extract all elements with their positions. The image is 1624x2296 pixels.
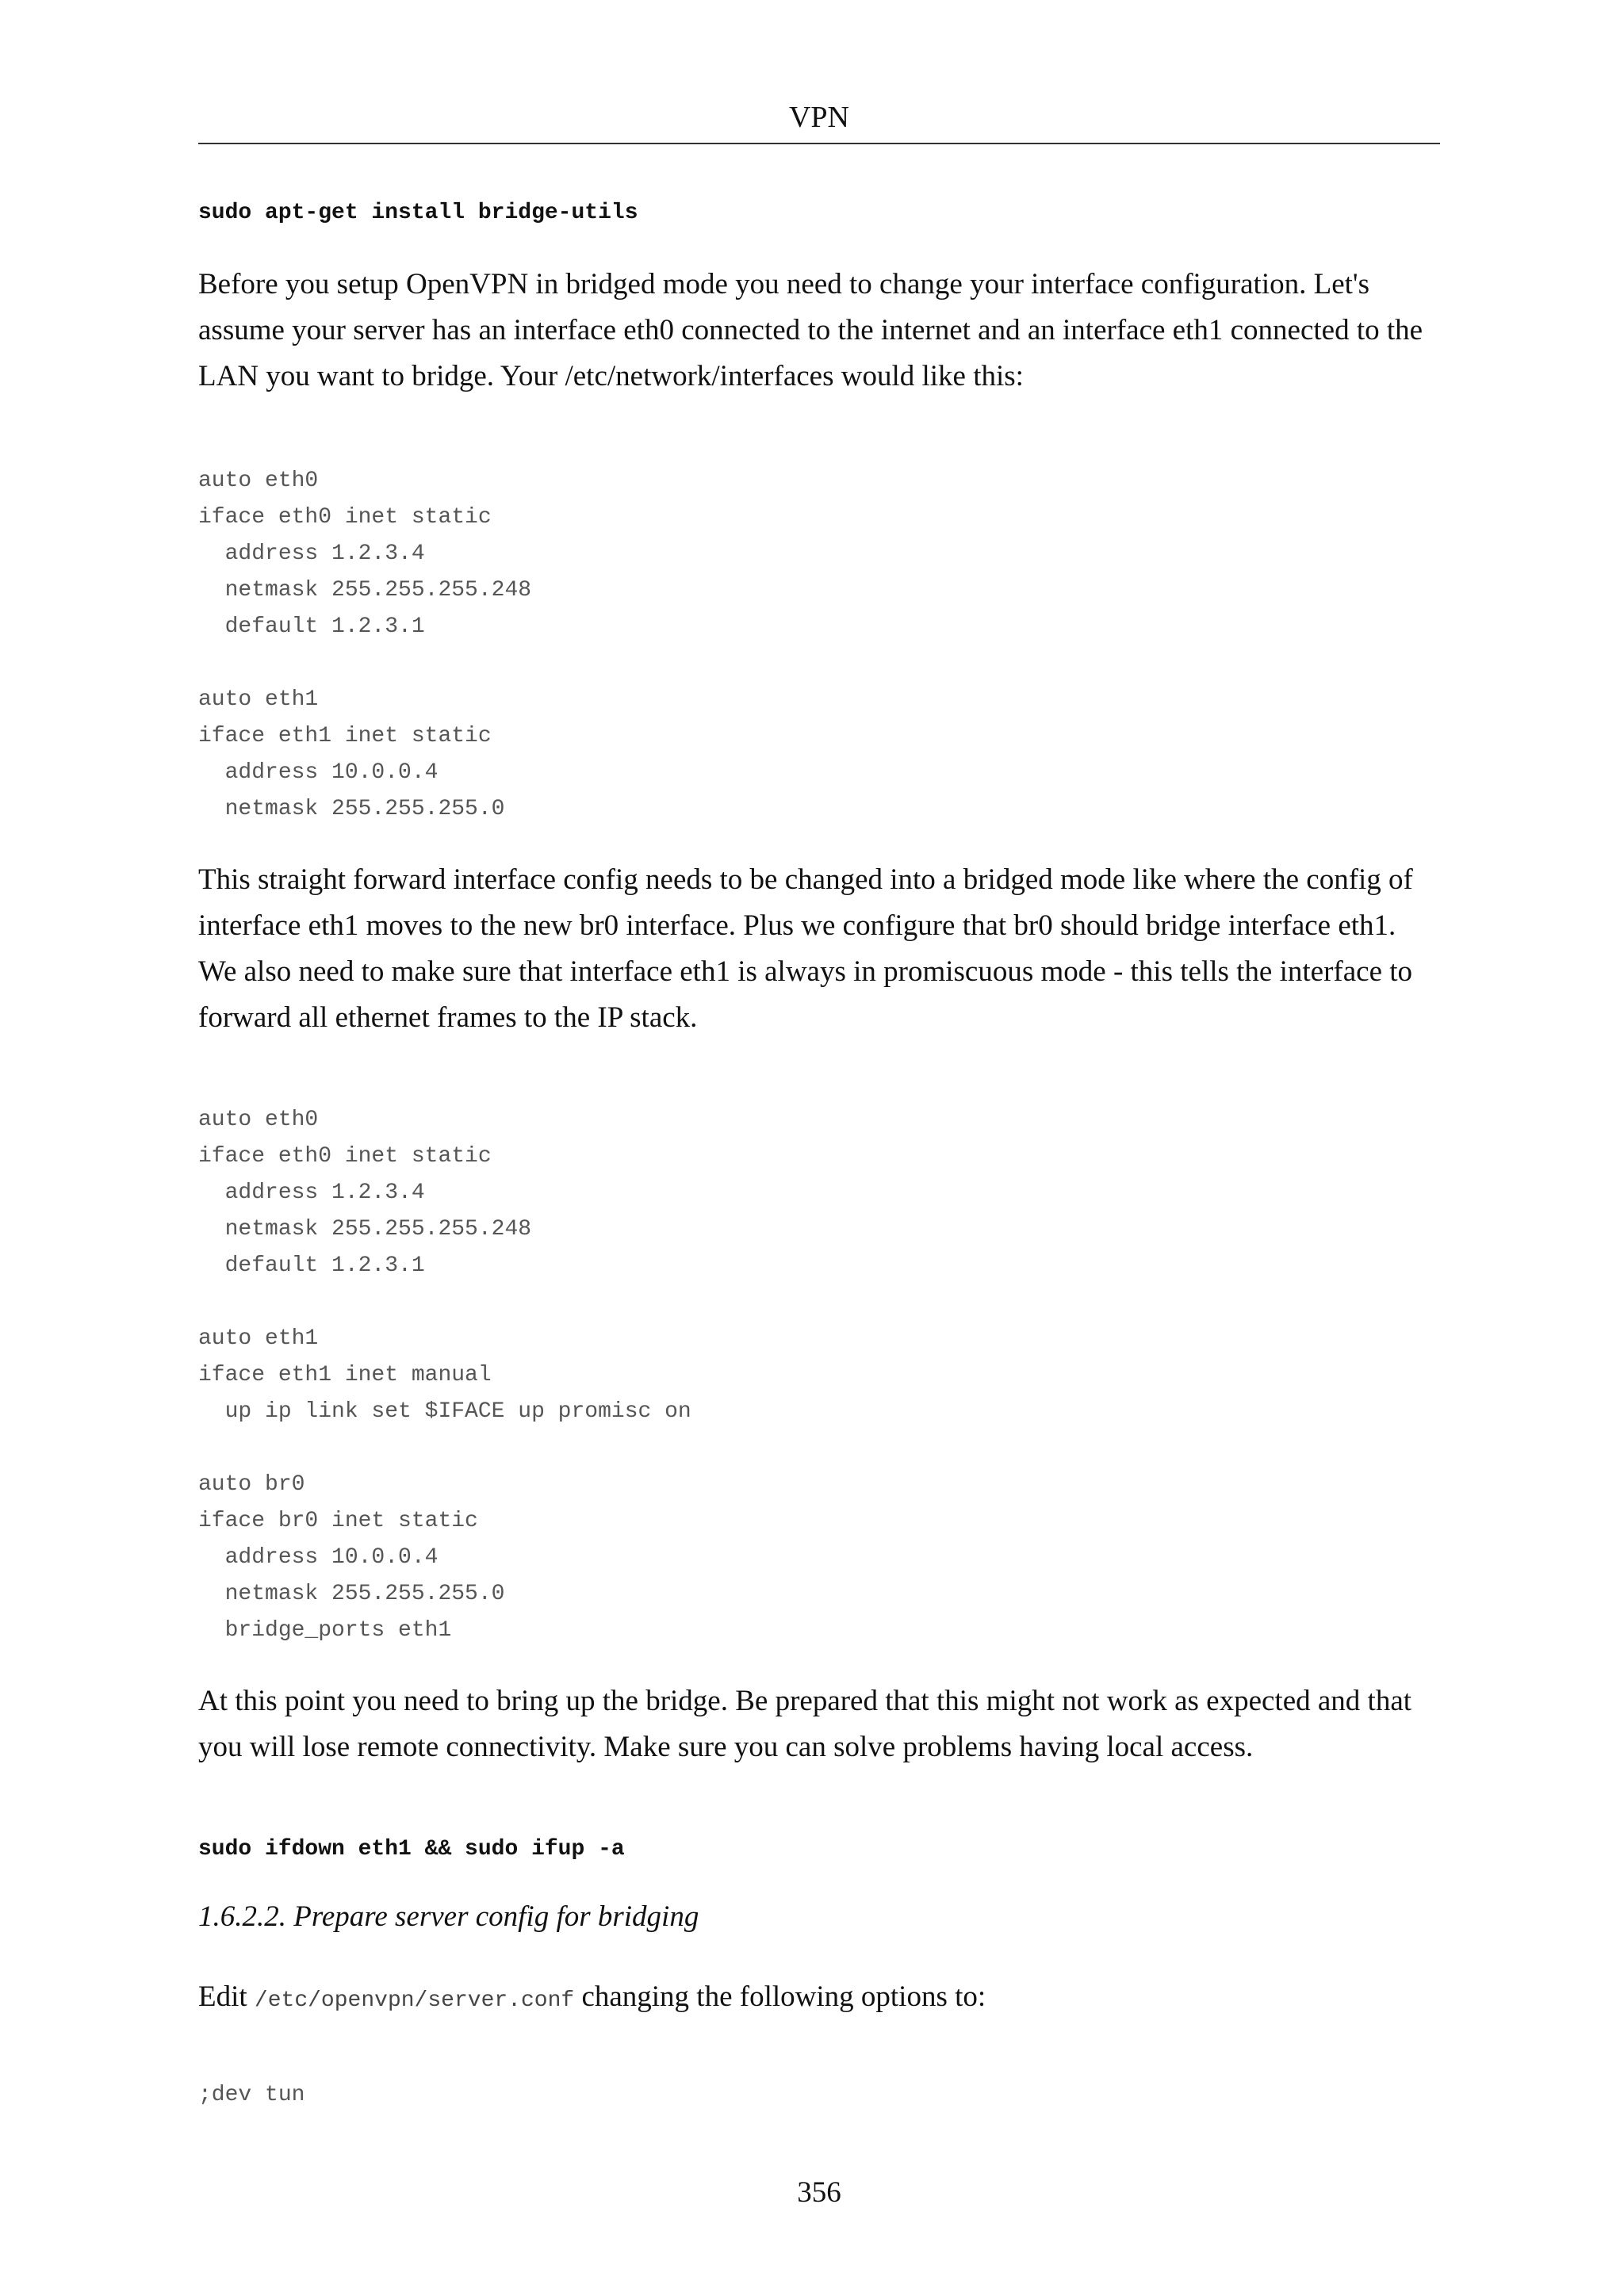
- section-heading: 1.6.2.2. Prepare server config for bridging: [198, 1900, 699, 1933]
- command-ifdown-ifup: sudo ifdown eth1 && sudo ifup -a: [198, 1837, 625, 1862]
- page-number: 356: [797, 2176, 841, 2209]
- document-page: [198, 0, 1440, 2296]
- command-install-bridge-utils: sudo apt-get install bridge-utils: [198, 201, 638, 225]
- paragraph-interface-intro: Before you setup OpenVPN in bridged mode you need to change your interface configuration. Let's assume your server has an interface eth0 connected to the internet and an interface eth1 connected to the LAN you want to bridge. Your /etc/network/interfaces would like this:: [198, 268, 1423, 392]
- code-block-dev-tun: ;dev tun: [198, 2083, 305, 2107]
- inline-code-path: /etc/openvpn/server.conf: [254, 1988, 575, 2013]
- running-header: VPN: [788, 101, 850, 134]
- header-rule: [198, 143, 1440, 144]
- paragraph-bring-up-bridge: At this point you need to bring up the bridge. Be prepared that this might not work as expected and that you will lose remote connectivity. Make sure you can solve problems having local access.: [198, 1685, 1412, 1763]
- paragraph-edit-server-conf: [198, 1974, 1440, 2024]
- edit-suffix-text: changing the following options to:: [574, 1980, 986, 2013]
- edit-prefix-text: Edit: [198, 1980, 255, 2013]
- code-block-bridged-interfaces: auto eth0 iface eth0 inet static address 1.2.3.4 netmask 255.255.255.248 default 1.2.3.1 auto eth1 iface eth1 inet manual up ip link set $IFACE up promisc on auto br0 iface br0 inet static address 10.0.0.4 netmask 255.255.255.0 bridge_ports eth1: [198, 1108, 691, 1643]
- code-block-original-interfaces: auto eth0 iface eth0 inet static address 1.2.3.4 netmask 255.255.255.248 default 1.2.3.1 auto eth1 iface eth1 inet static address 10.0.0.4 netmask 255.255.255.0: [198, 469, 532, 821]
- paragraph-bridged-mode: This straight forward interface config needs to be changed into a bridged mode like where the config of interface eth1 moves to the new br0 interface. Plus we configure that br0 should bridge interface eth1. We also need to make sure that interface eth1 is always in promiscuous mode - this tells the interface to forward all ethernet frames to the IP stack.: [198, 863, 1413, 1034]
